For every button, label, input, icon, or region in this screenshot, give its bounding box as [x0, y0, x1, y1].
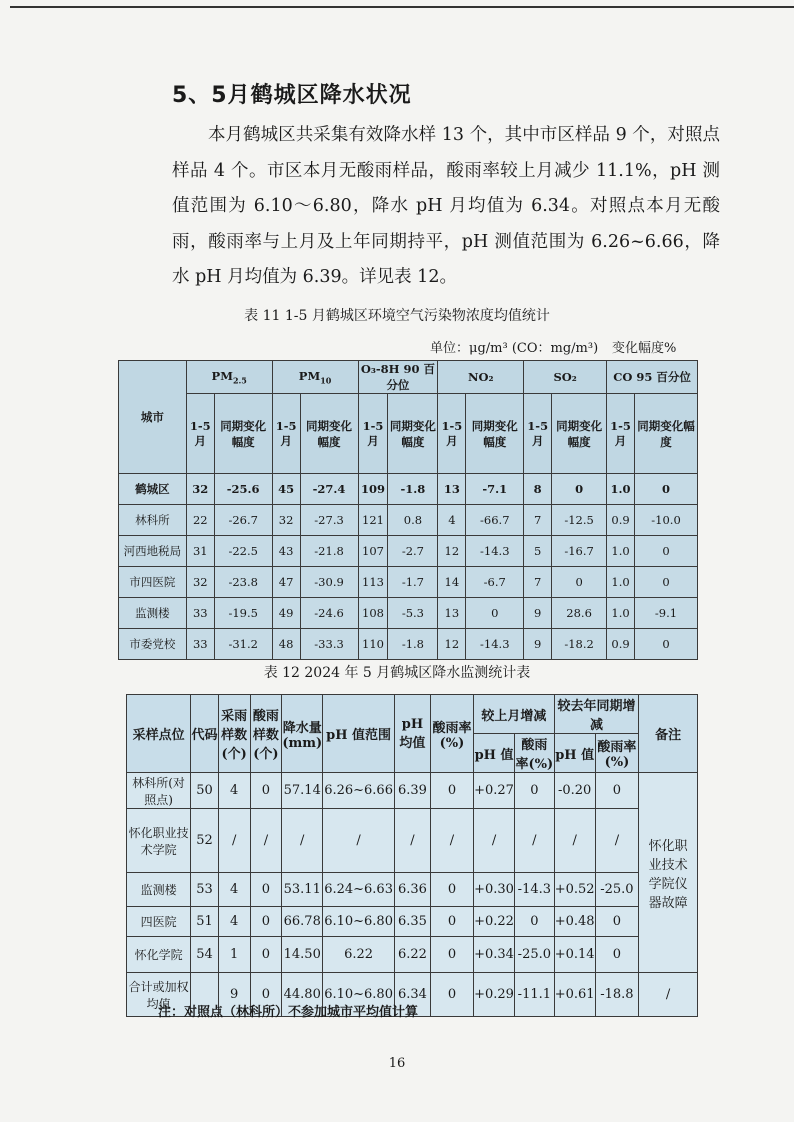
y_rate-cell: -18.8 — [595, 973, 639, 1017]
value-cell: 113 — [358, 567, 388, 598]
rate-cell: 0 — [430, 873, 473, 907]
site-cell: 合计或加权均值 — [127, 973, 191, 1017]
value-cell: 0 — [635, 474, 698, 505]
city-cell: 河西地税局 — [119, 536, 187, 567]
m_rate-cell: -11.1 — [514, 973, 554, 1017]
y_ph-cell: +0.61 — [554, 973, 595, 1017]
y_rate-cell: 0 — [595, 937, 639, 973]
value-cell: 13 — [438, 474, 466, 505]
table-row — [127, 773, 698, 809]
header-ph-range: pH 值范围 — [323, 695, 395, 773]
acid-cell: 0 — [250, 873, 282, 907]
rate-cell: / — [430, 809, 473, 873]
rate-cell: 0 — [430, 773, 473, 809]
table-row — [127, 937, 698, 973]
header-period: 1-5 月 — [607, 394, 635, 474]
table-row — [119, 536, 698, 567]
y_ph-cell: +0.14 — [554, 937, 595, 973]
value-cell: 0 — [635, 629, 698, 660]
city-cell: 鹤城区 — [119, 474, 187, 505]
acid-cell: 0 — [250, 907, 282, 937]
m_rate-cell: 0 — [514, 773, 554, 809]
value-cell: -23.8 — [214, 567, 272, 598]
remark-cell: 怀化职业技术学院仪器故障 — [639, 773, 698, 973]
value-cell: -1.7 — [388, 567, 438, 598]
header-ph-mean: pH 均值 — [395, 695, 431, 773]
value-cell: 0 — [552, 567, 607, 598]
site-cell: 怀化职业技术学院 — [127, 809, 191, 873]
body-paragraph: 本月鹤城区共采集有效降水样 13 个，其中市区样品 9 个，对照点样品 4 个。市区本月无酸雨样品，酸雨率较上月减少 11.1%，pH 测值范围为 6.10～6.80，降水 pH 月均值为 6.34。对照点本月无酸雨，酸雨率与上月及上年同期持平，pH 测值范围为 6.26~6.66，降水 pH 月均值为 6.39。详见表 12。 — [172, 125, 720, 287]
code-cell: 53 — [191, 873, 219, 907]
value-cell: -27.4 — [300, 474, 358, 505]
value-cell: -22.5 — [214, 536, 272, 567]
code-cell: 52 — [191, 809, 219, 873]
section-title: 5、5月鹤城区降水状况 — [172, 83, 412, 108]
rain-cell: 44.80 — [282, 973, 323, 1017]
table11-change-unit: 变化幅度% — [612, 341, 677, 356]
value-cell: -26.7 — [214, 505, 272, 536]
acid-cell: 0 — [250, 973, 282, 1017]
site-cell: 林科所(对照点) — [127, 773, 191, 809]
header-change: 同期变化幅度 — [214, 394, 272, 474]
table-row — [127, 873, 698, 907]
value-cell: -1.8 — [388, 629, 438, 660]
samples-cell: 4 — [218, 873, 250, 907]
table11-caption: 表 11 1-5 月鹤城区环境空气污染物浓度均值统计 — [244, 308, 550, 324]
header-o3: O₃-8H 90 百分位 — [358, 361, 438, 394]
value-cell: -25.6 — [214, 474, 272, 505]
rain-cell: 53.11 — [282, 873, 323, 907]
value-cell: -16.7 — [552, 536, 607, 567]
range-cell: 6.26~6.66 — [323, 773, 395, 809]
header-samples: 采雨样数(个) — [218, 695, 250, 773]
value-cell: 31 — [186, 536, 214, 567]
city-cell: 市四医院 — [119, 567, 187, 598]
m_rate-cell: -14.3 — [514, 873, 554, 907]
y_ph-cell: +0.48 — [554, 907, 595, 937]
header-period: 1-5 月 — [186, 394, 214, 474]
site-cell: 怀化学院 — [127, 937, 191, 973]
y_ph-cell: +0.52 — [554, 873, 595, 907]
value-cell: 1.0 — [607, 474, 635, 505]
range-cell: 6.22 — [323, 937, 395, 973]
header-year-rate: 酸雨率(%) — [595, 734, 639, 773]
rain-cell: 14.50 — [282, 937, 323, 973]
header-change: 同期变化幅度 — [300, 394, 358, 474]
table-row — [127, 809, 698, 873]
header-period: 1-5 月 — [358, 394, 388, 474]
table-row — [119, 629, 698, 660]
value-cell: 33 — [186, 598, 214, 629]
value-cell: -6.7 — [466, 567, 524, 598]
header-acid-rate: 酸雨率(%) — [430, 695, 473, 773]
value-cell: 45 — [272, 474, 300, 505]
table-note: 注：对照点（林科所）不参加城市平均值计算 — [158, 1005, 419, 1020]
value-cell: 8 — [524, 474, 552, 505]
mean-cell: / — [395, 809, 431, 873]
table12-caption: 表 12 2024 年 5 月鹤城区降水监测统计表 — [263, 665, 531, 681]
mean-cell: 6.39 — [395, 773, 431, 809]
table11 — [118, 360, 698, 660]
value-cell: -2.7 — [388, 536, 438, 567]
value-cell: 0.9 — [607, 629, 635, 660]
top-border-line — [10, 6, 794, 8]
y_rate-cell: 0 — [595, 773, 639, 809]
header-change: 同期变化幅度 — [466, 394, 524, 474]
header-vs-last-year: 较去年同期增减 — [554, 695, 638, 734]
value-cell: 12 — [438, 536, 466, 567]
table12 — [126, 694, 698, 1017]
city-cell: 监测楼 — [119, 598, 187, 629]
samples-cell: 1 — [218, 937, 250, 973]
value-cell: 107 — [358, 536, 388, 567]
value-cell: -31.2 — [214, 629, 272, 660]
value-cell: 108 — [358, 598, 388, 629]
header-change: 同期变化幅度 — [635, 394, 698, 474]
rain-cell: 66.78 — [282, 907, 323, 937]
value-cell: 12 — [438, 629, 466, 660]
value-cell: -21.8 — [300, 536, 358, 567]
value-cell: 0.8 — [388, 505, 438, 536]
rate-cell: 0 — [430, 973, 473, 1017]
value-cell: 7 — [524, 567, 552, 598]
header-pm10: $PM_{10}$ — [272, 361, 358, 394]
value-cell: 0.9 — [607, 505, 635, 536]
value-cell: 1.0 — [607, 536, 635, 567]
rate-cell: 0 — [430, 907, 473, 937]
header-period: 1-5 月 — [438, 394, 466, 474]
value-cell: 109 — [358, 474, 388, 505]
header-acid-samples: 酸雨样数(个) — [250, 695, 282, 773]
city-cell: 市委党校 — [119, 629, 187, 660]
value-cell: -1.8 — [388, 474, 438, 505]
table-row — [119, 598, 698, 629]
table-row — [119, 474, 698, 505]
rain-cell: 57.14 — [282, 773, 323, 809]
value-cell: 0 — [635, 536, 698, 567]
table-row — [127, 907, 698, 937]
value-cell: 13 — [438, 598, 466, 629]
mean-cell: 6.36 — [395, 873, 431, 907]
samples-cell: 9 — [218, 973, 250, 1017]
value-cell: 14 — [438, 567, 466, 598]
header-code: 代码 — [191, 695, 219, 773]
value-cell: 7 — [524, 505, 552, 536]
y_ph-cell: / — [554, 809, 595, 873]
mean-cell: 6.34 — [395, 973, 431, 1017]
m_rate-cell: / — [514, 809, 554, 873]
header-remark: 备注 — [639, 695, 698, 773]
header-city: 城市 — [119, 361, 187, 474]
rate-cell: 0 — [430, 937, 473, 973]
table-row — [119, 567, 698, 598]
value-cell: -14.3 — [466, 536, 524, 567]
value-cell: 47 — [272, 567, 300, 598]
m_ph-cell: +0.30 — [474, 873, 515, 907]
value-cell: 32 — [186, 474, 214, 505]
value-cell: -19.5 — [214, 598, 272, 629]
y_ph-cell: -0.20 — [554, 773, 595, 809]
value-cell: 1.0 — [607, 567, 635, 598]
header-month-ph: pH 值 — [474, 734, 515, 773]
acid-cell: 0 — [250, 773, 282, 809]
header-pm25: $PM_{2.5}$ — [186, 361, 272, 394]
mean-cell: 6.35 — [395, 907, 431, 937]
code-cell: 54 — [191, 937, 219, 973]
acid-cell: 0 — [250, 937, 282, 973]
value-cell: -27.3 — [300, 505, 358, 536]
header-so2: SO₂ — [524, 361, 607, 394]
header-rainfall: 降水量(mm) — [282, 695, 323, 773]
value-cell: 9 — [524, 629, 552, 660]
page-number: 16 — [388, 1056, 406, 1071]
value-cell: 0 — [635, 567, 698, 598]
y_rate-cell: / — [595, 809, 639, 873]
value-cell: 9 — [524, 598, 552, 629]
value-cell: -66.7 — [466, 505, 524, 536]
value-cell: -5.3 — [388, 598, 438, 629]
value-cell: -10.0 — [635, 505, 698, 536]
value-cell: -18.2 — [552, 629, 607, 660]
value-cell: 121 — [358, 505, 388, 536]
mean-cell: 6.22 — [395, 937, 431, 973]
m_ph-cell: +0.29 — [474, 973, 515, 1017]
value-cell: -30.9 — [300, 567, 358, 598]
table11-unit: 单位：μg/m³ (CO：mg/m³) — [430, 341, 599, 356]
code-cell: 51 — [191, 907, 219, 937]
samples-cell: / — [218, 809, 250, 873]
header-vs-last-month: 较上月增减 — [474, 695, 555, 734]
value-cell: -7.1 — [466, 474, 524, 505]
city-cell: 林科所 — [119, 505, 187, 536]
y_rate-cell: 0 — [595, 907, 639, 937]
header-year-ph: pH 值 — [554, 734, 595, 773]
m_ph-cell: +0.27 — [474, 773, 515, 809]
value-cell: 43 — [272, 536, 300, 567]
code-cell: 50 — [191, 773, 219, 809]
range-cell: 6.24~6.63 — [323, 873, 395, 907]
m_ph-cell: / — [474, 809, 515, 873]
value-cell: 49 — [272, 598, 300, 629]
value-cell: 33 — [186, 629, 214, 660]
range-cell: 6.10~6.80 — [323, 907, 395, 937]
header-no2: NO₂ — [438, 361, 524, 394]
value-cell: -9.1 — [635, 598, 698, 629]
value-cell: -24.6 — [300, 598, 358, 629]
value-cell: -33.3 — [300, 629, 358, 660]
y_rate-cell: -25.0 — [595, 873, 639, 907]
samples-cell: 4 — [218, 773, 250, 809]
value-cell: 48 — [272, 629, 300, 660]
header-period: 1-5 月 — [524, 394, 552, 474]
value-cell: 22 — [186, 505, 214, 536]
m_ph-cell: +0.34 — [474, 937, 515, 973]
value-cell: -12.5 — [552, 505, 607, 536]
range-cell: / — [323, 809, 395, 873]
site-cell: 监测楼 — [127, 873, 191, 907]
m_rate-cell: 0 — [514, 907, 554, 937]
acid-cell: / — [250, 809, 282, 873]
range-cell: 6.10~6.80 — [323, 973, 395, 1017]
value-cell: 4 — [438, 505, 466, 536]
value-cell: 32 — [186, 567, 214, 598]
value-cell: 110 — [358, 629, 388, 660]
rain-cell: / — [282, 809, 323, 873]
header-period: 1-5 月 — [272, 394, 300, 474]
table-row — [119, 505, 698, 536]
header-co: CO 95 百分位 — [607, 361, 698, 394]
remark-total-cell: / — [639, 973, 698, 1017]
header-month-rate: 酸雨率(%) — [514, 734, 554, 773]
m_ph-cell: +0.22 — [474, 907, 515, 937]
header-site: 采样点位 — [127, 695, 191, 773]
m_rate-cell: -25.0 — [514, 937, 554, 973]
value-cell: 1.0 — [607, 598, 635, 629]
value-cell: 28.6 — [552, 598, 607, 629]
value-cell: 0 — [466, 598, 524, 629]
header-change: 同期变化幅度 — [388, 394, 438, 474]
value-cell: 32 — [272, 505, 300, 536]
value-cell: -14.3 — [466, 629, 524, 660]
samples-cell: 4 — [218, 907, 250, 937]
header-change: 同期变化幅度 — [552, 394, 607, 474]
value-cell: 0 — [552, 474, 607, 505]
site-cell: 四医院 — [127, 907, 191, 937]
value-cell: 5 — [524, 536, 552, 567]
